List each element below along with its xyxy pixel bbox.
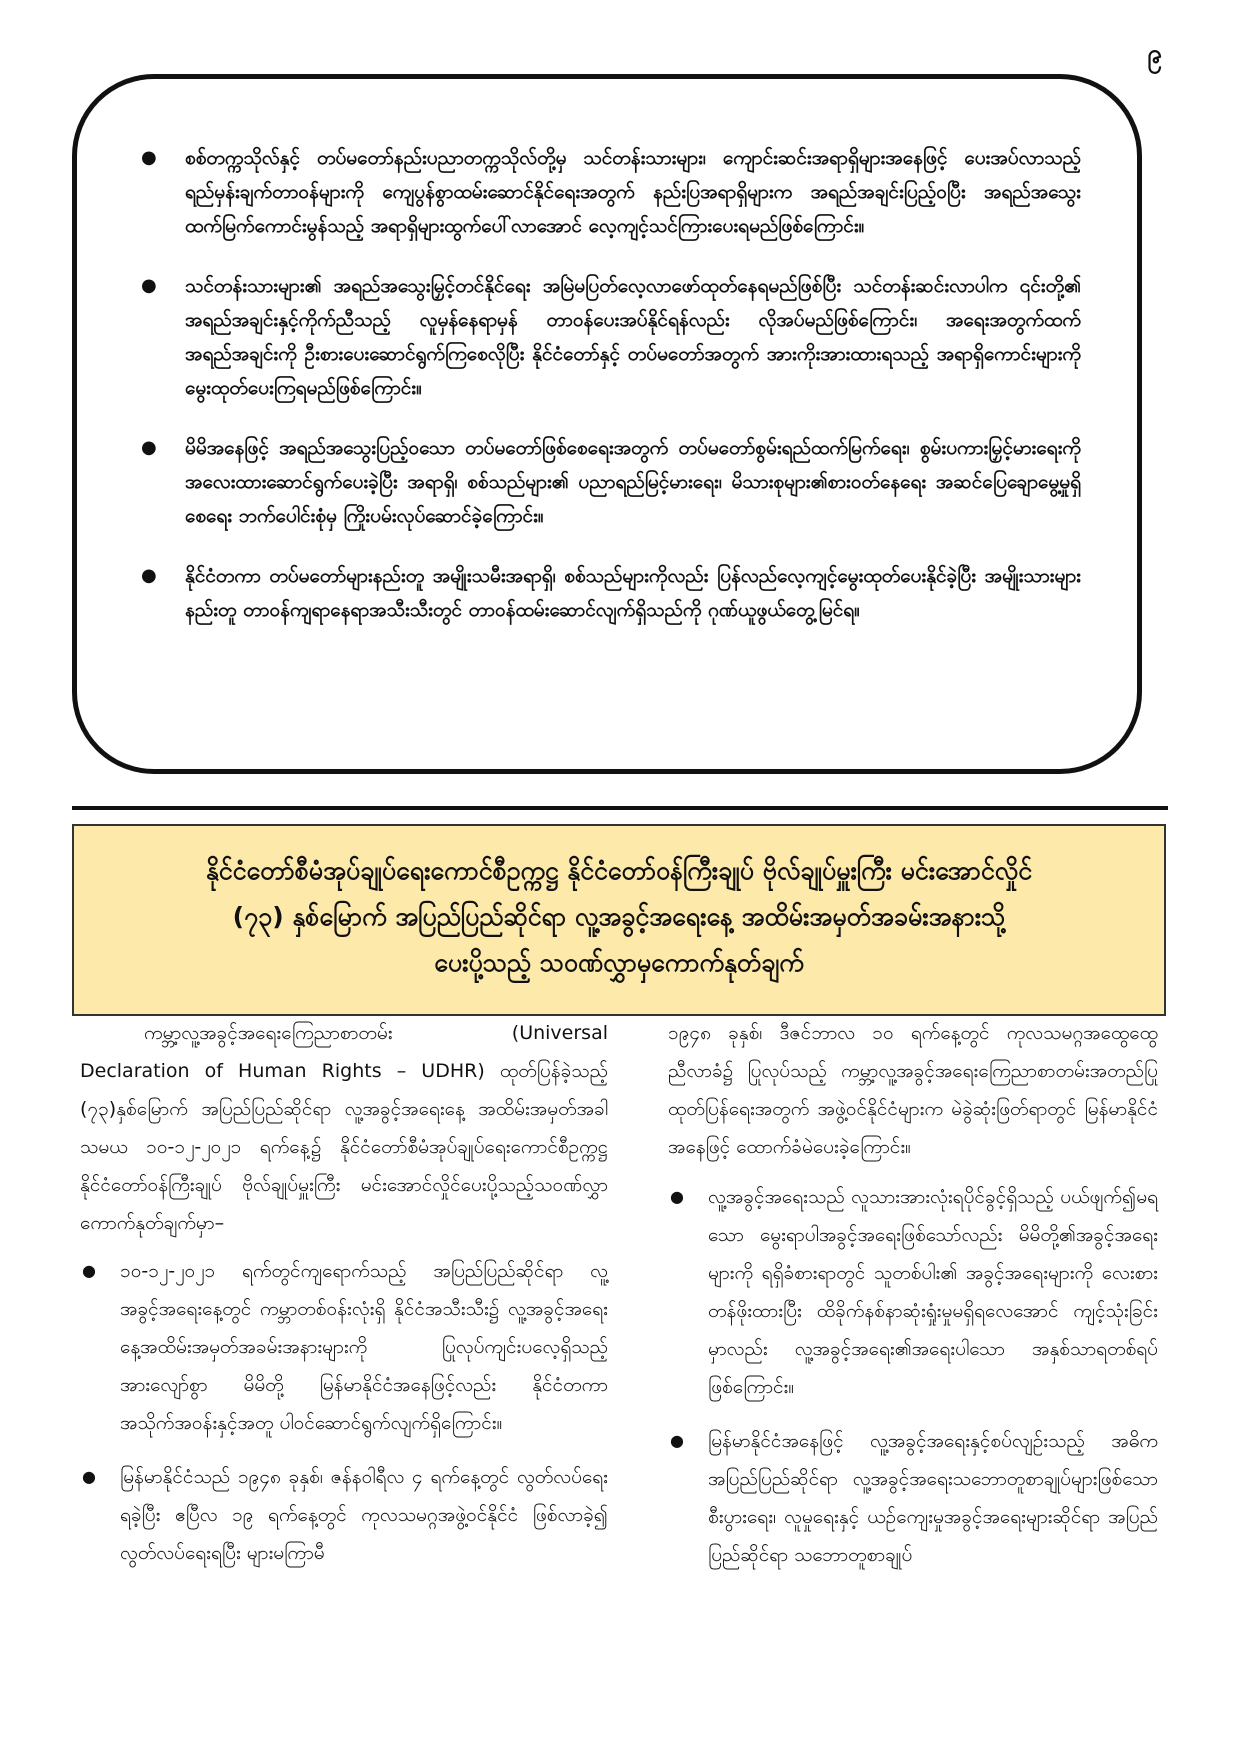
box-bullet: ● မိမိအနေဖြင့် အရည်အသွေးပြည့်ဝသော တပ်မတော်ဖြစ်စေရေးအတွက် တပ်မတော်စွမ်းရည်ထက်မြက်ရေး၊ စွမ်းပကားမြှင့်မားရေးကို အလေးထားဆောင်ရွက်ပေးခဲ့ပြီး အရာရှိ၊ စစ်သည်များ၏ ပညာရည်မြင့်မားရေး၊ မိသားစုများ၏စားဝတ်နေရေး အဆင်ပြေချောမွေ့မှုရှိစေရေး ဘက်ပေါင်းစုံမှ ကြိုးပမ်းလုပ်ဆောင်ခဲ့ကြောင်း။ — [141, 431, 1081, 533]
box-bullet: ● နိုင်ငံတကာ တပ်မတော်များနည်းတူ အမျိုးသမီးအရာရှိ၊ စစ်သည်များကိုလည်း ပြန်လည်လေ့ကျင့်မွေးထုတ်ပေးနိုင်ခဲ့ပြီး အမျိုးသားများနည်းတူ တာဝန်ကျရာနေရာအသီးသီးတွင် တာဝန်ထမ်းဆောင်လျက်ရှိသည်ကို ဂုဏ်ယူဖွယ်တွေ့မြင်ရ။ — [141, 559, 1081, 627]
banner-line: ပေးပို့သည့် သဝဏ်လွှာမှကောက်နုတ်ချက် — [434, 948, 804, 977]
page-number: ၉ — [1147, 39, 1162, 69]
article-bullet: ● မြန်မာနိုင်ငံသည် ၁၉၄၈ ခုနှစ်၊ ဇန်နဝါရီလ ၄ ရက်နေ့တွင် လွတ်လပ်ရေးရခဲ့ပြီး ဧပြီလ ၁၉ ရက်နေ့တွင် ကုလသမဂ္ဂအဖွဲ့ဝင်နိုင်ငံ ဖြစ်လာခဲ့၍ လွတ်လပ်ရေးရပြီး များမကြာမီ — [80, 1458, 608, 1572]
box-bullet: ● သင်တန်းသားများ၏ အရည်အသွေးမြှင့်တင်နိုင်ရေး အမြဲမပြတ်လေ့လာဖော်ထုတ်နေရမည်ဖြစ်ပြီး သင်တန်းဆင်းလာပါက ၎င်းတို့၏ အရည်အချင်းနှင့်ကိုက်ညီသည့် လူမှန်နေရာမှန် တာဝန်ပေးအပ်နိုင်ရန်လည်း လိုအပ်မည်ဖြစ်ကြောင်း၊ အရေးအတွက်ထက် အရည်အချင်းကို ဦးစားပေးဆောင်ရွက်ကြစေလိုပြီး နိုင်ငံတော်နှင့် တပ်မတော်အတွက် အားကိုးအားထားရသည့် အရာရှိကောင်းများကို မွေးထုတ်ပေးကြရမည်ဖြစ်ကြောင်း။ — [141, 269, 1081, 405]
intro-paragraph: ကမ္ဘာ့လူ့အခွင့်အရေးကြေညာစာတမ်း (Universal Declaration of Human Rights – UDHR) ထုတ်ပြန်ခဲ့သည့် (၇၃)နှစ်မြောက် အပြည်ပြည်ဆိုင်ရာ လူ့အခွင့်အရေးနေ့ အထိမ်းအမှတ်အခါသမယ ၁၀-၁၂-၂၀၂၁ ရက်နေ့၌ နိုင်ငံတော်စီမံအုပ်ချုပ်ရေးကောင်စီဥက္ကဋ္ဌ နိုင်ငံတော်ဝန်ကြီးချုပ် ဗိုလ်ချုပ်မှူးကြီး မင်းအောင်လှိုင်ပေးပို့သည့်သဝဏ်လွှာ ကောက်နုတ်ချက်မှာ– — [80, 1022, 608, 1234]
summary-box — [72, 74, 1142, 774]
article-bullet: ● ၁၀-၁၂-၂၀၂၁ ရက်တွင်ကျရောက်သည့် အပြည်ပြည်ဆိုင်ရာ လူ့အခွင့်အရေးနေ့တွင် ကမ္ဘာတစ်ဝန်းလုံးရှိ နိုင်ငံအသီးသီး၌ လူ့အခွင့်အရေးနေ့အထိမ်းအမှတ်အခမ်းအနားများကို ပြုလုပ်ကျင်းပလေ့ရှိသည့်အားလျော်စွာ မိမိတို့ မြန်မာနိုင်ငံအနေဖြင့်လည်း နိုင်ငံတကာအသိုက်အဝန်းနှင့်အတူ ပါဝင်ဆောင်ရွက်လျက်ရှိကြောင်း။ — [80, 1252, 608, 1442]
section-divider — [72, 806, 1168, 810]
left-column — [80, 1014, 608, 1588]
article-bullet: ● လူ့အခွင့်အရေးသည် လူသားအားလုံးရပိုင်ခွင့်ရှိသည့် ပယ်ဖျက်၍မရသော မွေးရာပါအခွင့်အရေးဖြစ်သော်လည်း မိမိတို့၏အခွင့်အရေးများကို ရရှိခံစားရာတွင် သူတစ်ပါး၏ အခွင့်အရေးများကို လေးစားတန်ဖိုးထားပြီး ထိခိုက်နစ်နာဆုံးရှုံးမှုမရှိရလေအောင် ကျင့်သုံးခြင်းမှာလည်း လူ့အခွင့်အရေး၏အရေးပါသော အနှစ်သာရတစ်ရပ်ဖြစ်ကြောင်း။ — [668, 1178, 1158, 1406]
headline-banner — [72, 824, 1166, 1016]
article-bullet: ● မြန်မာနိုင်ငံအနေဖြင့် လူ့အခွင့်အရေးနှင့်စပ်လျဉ်းသည့် အဓိကအပြည်ပြည်ဆိုင်ရာ လူ့အခွင့်အရေးသဘောတူစာချုပ်များဖြစ်သော စီးပွားရေး၊ လူမှုရေးနှင့် ယဉ်ကျေးမှုအခွင့်အရေးများဆိုင်ရာ အပြည်ပြည်ဆိုင်ရာ သဘောတူစာချုပ် — [668, 1422, 1158, 1574]
box-bullet: ● စစ်တက္ကသိုလ်နှင့် တပ်မတော်နည်းပညာတက္ကသိုလ်တို့မှ သင်တန်းသားများ၊ ကျောင်းဆင်းအရာရှိများအနေဖြင့် ပေးအပ်လာသည့် ရည်မှန်းချက်တာဝန်များကို ကျေပွန်စွာထမ်းဆောင်နိုင်ရေးအတွက် နည်းပြအရာရှိများက အရည်အချင်းပြည့်ဝပြီး အရည်အသွေးထက်မြက်ကောင်းမွန်သည့် အရာရှိများထွက်ပေါ်လာအောင် လေ့ကျင့်သင်ကြားပေးရမည်ဖြစ်ကြောင်း။ — [141, 141, 1081, 243]
continuation-paragraph: ၁၉၄၈ ခုနှစ်၊ ဒီဇင်ဘာလ ၁၀ ရက်နေ့တွင် ကုလသမဂ္ဂအထွေထွေညီလာခံ၌ ပြုလုပ်သည့် ကမ္ဘာ့လူ့အခွင့်အရေးကြေညာစာတမ်းအတည်ပြုထုတ်ပြန်ရေးအတွက် အဖွဲ့ဝင်နိုင်ငံများက မဲခွဲဆုံးဖြတ်ရာတွင် မြန်မာနိုင်ငံအနေဖြင့် ထောက်ခံမဲပေးခဲ့ကြောင်း။ — [668, 1022, 1158, 1158]
right-column — [668, 1014, 1158, 1590]
banner-line: နိုင်ငံတော်စီမံအုပ်ချုပ်ရေးကောင်စီဥက္ကဋ္ဌ နိုင်ငံတော်ဝန်ကြီးချုပ် ဗိုလ်ချုပ်မှူးကြီး မင်းအောင်လှိုင် — [205, 856, 1033, 885]
banner-line: (၇၃) နှစ်မြောက် အပြည်ပြည်ဆိုင်ရာ လူ့အခွင့်အရေးနေ့ အထိမ်းအမှတ်အခမ်းအနားသို့ — [232, 902, 1006, 931]
